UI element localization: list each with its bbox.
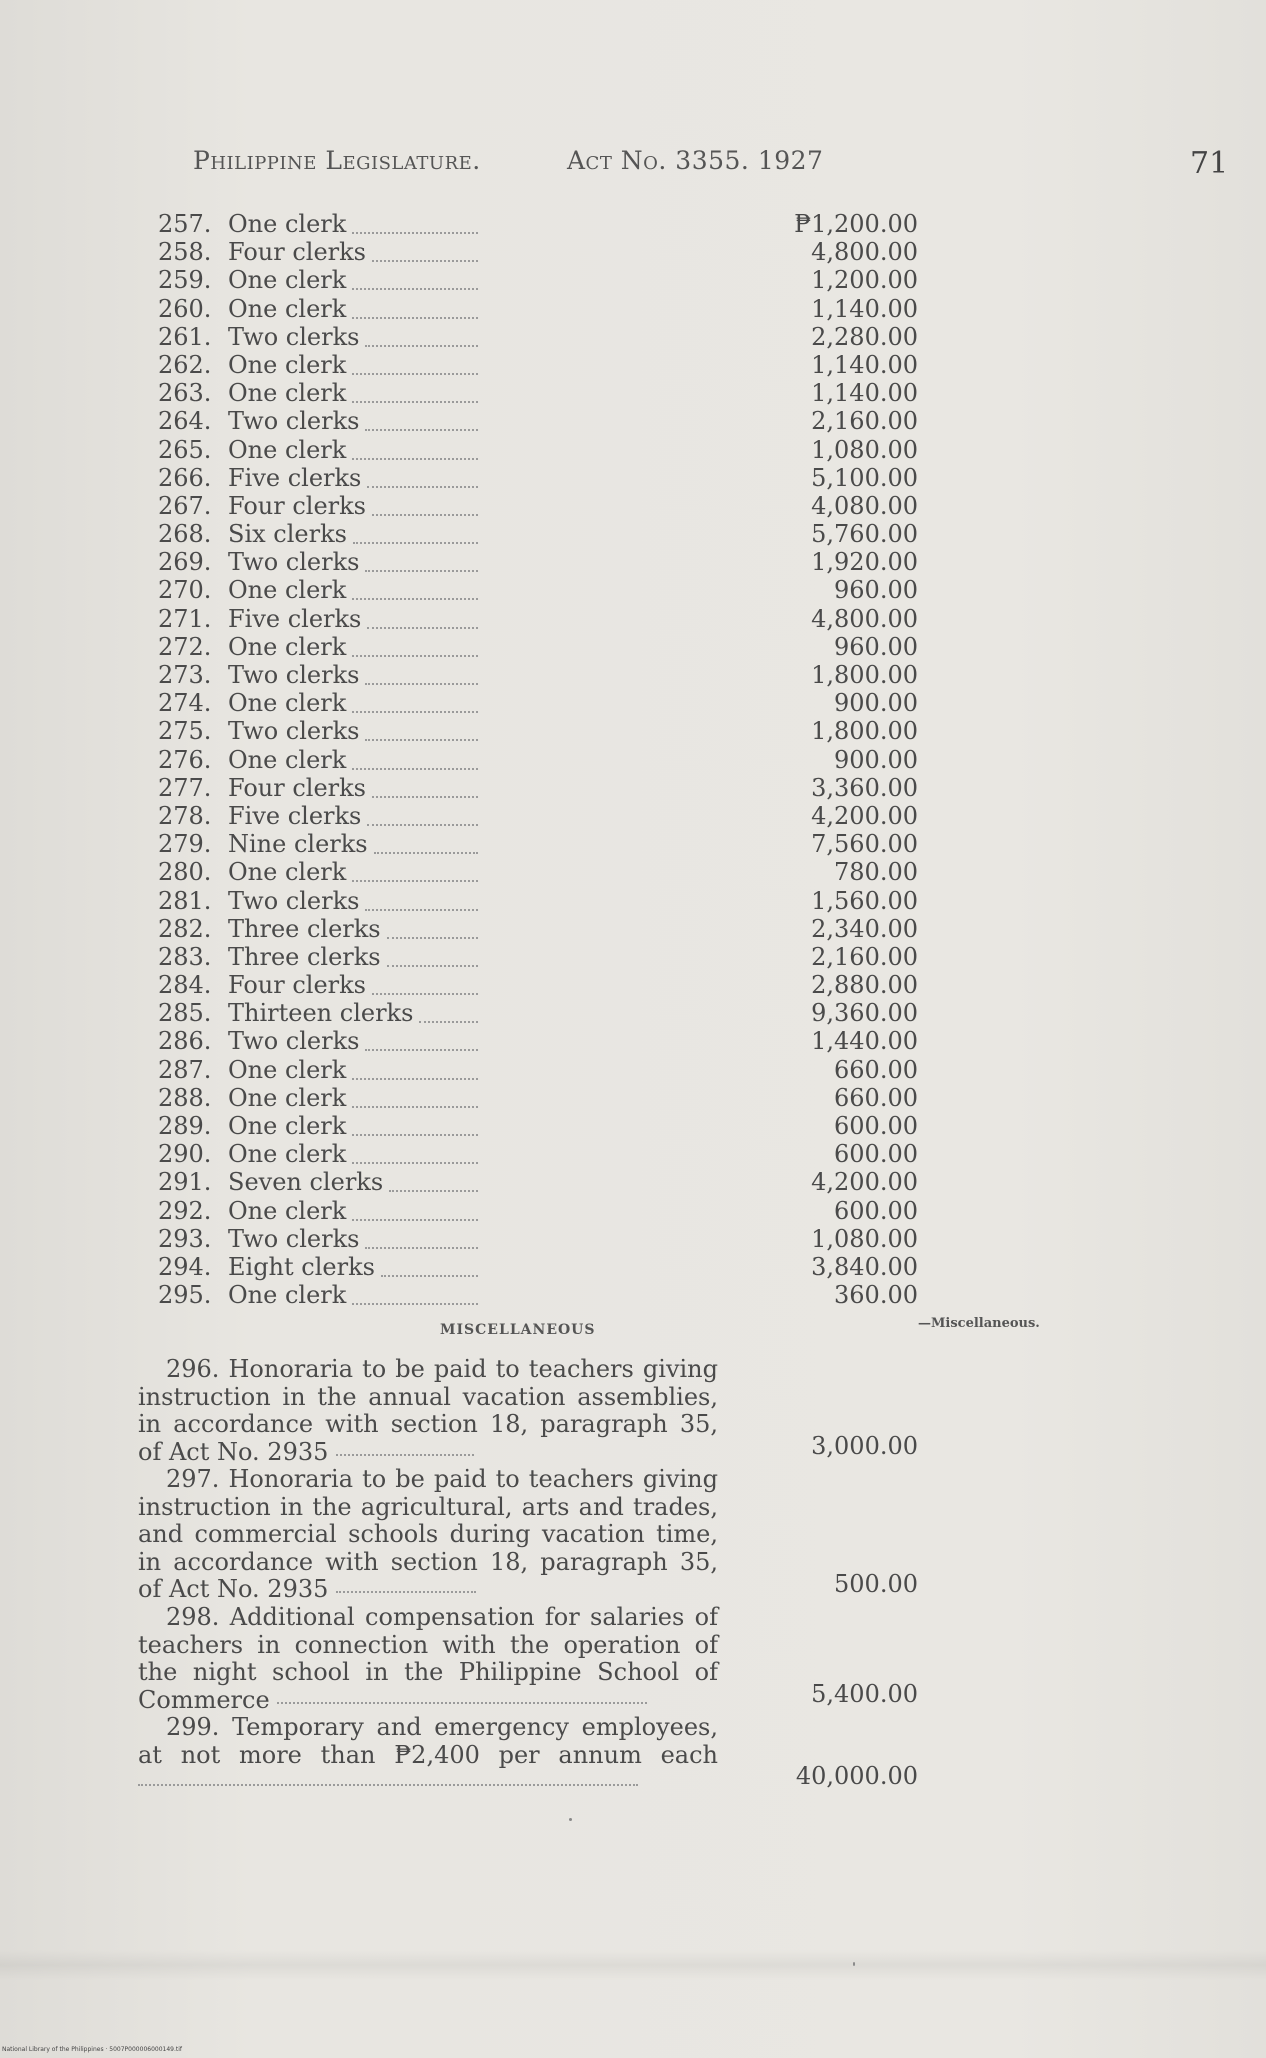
- scan-footer: National Library of the Philippines · 5007P000006000149.tif: [2, 2046, 183, 2053]
- table-row: [158, 943, 918, 971]
- row-number: 294.: [158, 1252, 212, 1281]
- row-number: 285.: [158, 999, 212, 1028]
- row-description: Five clerks: [228, 801, 362, 830]
- leader-dots: [352, 286, 478, 290]
- row-amount: 2,880.00: [811, 971, 918, 1000]
- row-description: One clerk: [228, 1140, 347, 1169]
- table-row: [158, 548, 918, 576]
- row-amount: 4,800.00: [811, 238, 918, 267]
- table-row: [158, 689, 918, 717]
- table-row: [158, 576, 918, 604]
- row-description: Two clerks: [228, 322, 360, 351]
- row-number: 284.: [158, 971, 212, 1000]
- row-amount: 600.00: [834, 1196, 918, 1225]
- table-row: [158, 887, 918, 915]
- row-description: One clerk: [228, 745, 347, 774]
- row-number: 260.: [158, 294, 212, 323]
- row-number: 282.: [158, 914, 212, 943]
- row-number: 268.: [158, 520, 212, 549]
- misc-item-amount: 500.00: [834, 1570, 918, 1598]
- misc-item-text: 296. Honoraria to be paid to teachers giving instruction in the annual vacation assemblies, in accordance with section 18, paragraph 35, of Act No. 2935: [138, 1355, 718, 1466]
- table-row: [158, 717, 918, 745]
- row-number: 289.: [158, 1112, 212, 1140]
- row-number: 264.: [158, 407, 212, 436]
- row-description: Eight clerks: [228, 1252, 375, 1281]
- row-description: Five clerks: [228, 463, 362, 492]
- row-description: One clerk: [228, 210, 347, 238]
- table-row: [158, 266, 918, 294]
- row-amount: 4,800.00: [811, 604, 918, 633]
- table-row: [158, 210, 918, 238]
- table-row: [158, 351, 918, 379]
- header-legislature: Philippine Legislature.: [193, 146, 481, 175]
- row-amount: 1,080.00: [811, 1224, 918, 1253]
- table-row: [158, 1168, 918, 1196]
- leader-dots: [352, 766, 478, 770]
- row-description: Two clerks: [228, 548, 360, 577]
- row-description: Six clerks: [228, 520, 347, 549]
- row-description: One clerk: [228, 294, 347, 323]
- table-row: [158, 464, 918, 492]
- table-row: [158, 802, 918, 830]
- leader-dots: [387, 935, 478, 939]
- row-amount: 2,280.00: [811, 322, 918, 351]
- leader-dots: [352, 878, 478, 882]
- row-amount: 600.00: [834, 1140, 918, 1169]
- leader-dots: [352, 399, 478, 403]
- misc-item-text: 297. Honoraria to be paid to teachers giving instruction in the agricultural, arts and trades, and commercial schools during vacation time, in accordance with section 18, paragraph 35, of Act No. 2935: [138, 1465, 718, 1603]
- table-row: [158, 295, 918, 323]
- row-number: 267.: [158, 491, 212, 520]
- row-amount: 2,340.00: [811, 914, 918, 943]
- leader-dots: [389, 1188, 478, 1192]
- row-amount: 3,840.00: [811, 1252, 918, 1281]
- row-description: Four clerks: [228, 491, 366, 520]
- page-fold-shadow: [0, 1950, 1266, 1980]
- leader-dots: [352, 709, 478, 713]
- row-description: One clerk: [228, 1196, 347, 1225]
- leader-dots: [352, 1132, 478, 1136]
- row-amount: 780.00: [834, 858, 918, 887]
- table-row: [158, 999, 918, 1027]
- row-amount: 4,200.00: [811, 801, 918, 830]
- row-amount: 1,560.00: [811, 886, 918, 915]
- row-description: One clerk: [228, 689, 347, 718]
- row-amount: 3,360.00: [811, 773, 918, 802]
- row-amount: 9,360.00: [811, 999, 918, 1028]
- row-description: One clerk: [228, 1055, 347, 1084]
- table-row: [158, 238, 918, 266]
- leader-dots: [365, 681, 478, 685]
- row-description: Two clerks: [228, 661, 360, 689]
- row-description: Two clerks: [228, 717, 360, 746]
- row-amount: 4,200.00: [811, 1168, 918, 1197]
- leader-dots: [336, 1452, 474, 1456]
- row-number: 257.: [158, 210, 212, 238]
- row-description: Two clerks: [228, 886, 360, 915]
- row-description: Four clerks: [228, 773, 366, 802]
- row-description: One clerk: [228, 350, 347, 379]
- row-number: 258.: [158, 238, 212, 267]
- row-number: 291.: [158, 1168, 212, 1197]
- table-row: [158, 492, 918, 520]
- leader-dots: [352, 1301, 478, 1305]
- table-row: [158, 1027, 918, 1055]
- row-number: 293.: [158, 1224, 212, 1253]
- leader-dots: [277, 1700, 647, 1704]
- table-row: [158, 1140, 918, 1168]
- row-number: 290.: [158, 1140, 212, 1169]
- leader-dots: [372, 991, 478, 995]
- misc-item-amount: 40,000.00: [795, 1762, 918, 1790]
- row-number: 265.: [158, 435, 212, 464]
- row-description: One clerk: [228, 1083, 347, 1112]
- row-number: 283.: [158, 942, 212, 971]
- row-description: Nine clerks: [228, 830, 368, 859]
- misc-item: [138, 1356, 718, 1466]
- table-row: [158, 858, 918, 886]
- row-description: One clerk: [228, 576, 347, 605]
- row-description: Two clerks: [228, 407, 360, 436]
- row-description: Seven clerks: [228, 1168, 384, 1197]
- row-amount: 960.00: [834, 632, 918, 661]
- leader-dots: [374, 850, 478, 854]
- row-amount: 4,080.00: [811, 491, 918, 520]
- table-row: [158, 1225, 918, 1253]
- leader-dots: [353, 540, 478, 544]
- row-number: 275.: [158, 717, 212, 746]
- row-amount: 1,140.00: [811, 294, 918, 323]
- row-number: 286.: [158, 1027, 212, 1056]
- table-row: [158, 323, 918, 351]
- row-number: 280.: [158, 858, 212, 887]
- table-row: [158, 1197, 918, 1225]
- row-number: 273.: [158, 661, 212, 689]
- row-number: 281.: [158, 886, 212, 915]
- paper-speck: [569, 1818, 572, 1821]
- table-row: [158, 520, 918, 548]
- row-number: 269.: [158, 548, 212, 577]
- leader-dots: [372, 258, 478, 262]
- row-amount: 2,160.00: [811, 407, 918, 436]
- row-number: 263.: [158, 379, 212, 408]
- leader-dots: [336, 1589, 476, 1593]
- table-row: [158, 1281, 918, 1309]
- table-row: [158, 746, 918, 774]
- row-amount: 5,760.00: [811, 520, 918, 549]
- row-amount: 1,920.00: [811, 548, 918, 577]
- row-description: Two clerks: [228, 1224, 360, 1253]
- page-number: 71: [1190, 146, 1229, 181]
- table-row: [158, 379, 918, 407]
- table-row: [158, 971, 918, 999]
- leader-dots: [372, 794, 478, 798]
- row-amount: ₱1,200.00: [794, 210, 918, 238]
- leader-dots: [365, 737, 478, 741]
- table-row: [158, 661, 918, 689]
- table-row: [158, 1056, 918, 1084]
- leader-dots: [367, 822, 478, 826]
- row-number: 295.: [158, 1281, 212, 1310]
- misc-item-amount: 3,000.00: [811, 1432, 918, 1460]
- row-amount: 1,080.00: [811, 435, 918, 464]
- row-amount: 1,800.00: [811, 717, 918, 746]
- row-amount: 960.00: [834, 576, 918, 605]
- table-row: [158, 1084, 918, 1112]
- header-act: Act No. 3355. 1927: [567, 146, 824, 175]
- row-description: One clerk: [228, 1112, 347, 1140]
- leader-dots: [365, 1245, 478, 1249]
- row-amount: 660.00: [834, 1083, 918, 1112]
- row-number: 271.: [158, 604, 212, 633]
- row-description: One clerk: [228, 1281, 347, 1310]
- row-amount: 1,140.00: [811, 350, 918, 379]
- leader-dots: [365, 568, 478, 572]
- table-row: [158, 1112, 918, 1140]
- leader-dots: [352, 653, 478, 657]
- row-description: One clerk: [228, 266, 347, 295]
- row-amount: 5,100.00: [811, 463, 918, 492]
- leader-dots: [352, 596, 478, 600]
- leader-dots: [419, 1019, 478, 1023]
- leader-dots: [352, 1104, 478, 1108]
- row-number: 266.: [158, 463, 212, 492]
- margin-note: —Miscellaneous.: [918, 1316, 1040, 1331]
- table-row: [158, 633, 918, 661]
- running-header: [193, 146, 1093, 186]
- row-amount: 600.00: [834, 1112, 918, 1140]
- row-amount: 900.00: [834, 745, 918, 774]
- row-amount: 660.00: [834, 1055, 918, 1084]
- misc-item-text: 299. Temporary and emergency employees, at not more than ₱2,400 per annum each: [138, 1713, 718, 1769]
- leader-dots: [352, 371, 478, 375]
- misc-item-amount: 5,400.00: [811, 1680, 918, 1708]
- misc-item: [138, 1466, 718, 1604]
- leader-dots: [381, 1273, 478, 1277]
- leader-dots: [352, 1160, 478, 1164]
- misc-item-text: 298. Additional compensation for salaries of teachers in connection with the operation of the night school in the Philippine School of Commerce: [138, 1603, 718, 1714]
- row-amount: 1,440.00: [811, 1027, 918, 1056]
- row-description: One clerk: [228, 858, 347, 887]
- row-number: 270.: [158, 576, 212, 605]
- section-heading: MISCELLANEOUS: [440, 1322, 596, 1338]
- leader-dots: [365, 343, 478, 347]
- row-amount: 360.00: [834, 1281, 918, 1310]
- table-row: [158, 605, 918, 633]
- row-number: 262.: [158, 350, 212, 379]
- row-description: One clerk: [228, 379, 347, 408]
- row-description: Three clerks: [228, 942, 381, 971]
- row-description: One clerk: [228, 632, 347, 661]
- row-amount: 900.00: [834, 689, 918, 718]
- leader-dots: [352, 1076, 478, 1080]
- row-description: Four clerks: [228, 971, 366, 1000]
- row-description: Three clerks: [228, 914, 381, 943]
- row-number: 278.: [158, 801, 212, 830]
- row-description: One clerk: [228, 435, 347, 464]
- row-number: 279.: [158, 830, 212, 859]
- leader-dots: [352, 456, 478, 460]
- row-number: 277.: [158, 773, 212, 802]
- row-number: 287.: [158, 1055, 212, 1084]
- row-description: Thirteen clerks: [228, 999, 414, 1028]
- leader-dots: [365, 427, 478, 431]
- leader-dots: [138, 1782, 638, 1786]
- row-description: Two clerks: [228, 1027, 360, 1056]
- row-number: 272.: [158, 632, 212, 661]
- row-description: Four clerks: [228, 238, 366, 267]
- row-amount: 1,200.00: [811, 266, 918, 295]
- table-row: [158, 1253, 918, 1281]
- leader-dots: [352, 230, 478, 234]
- leader-dots: [367, 625, 478, 629]
- row-number: 261.: [158, 322, 212, 351]
- leader-dots: [387, 963, 478, 967]
- row-amount: 7,560.00: [811, 830, 918, 859]
- table-row: [158, 407, 918, 435]
- misc-item: [138, 1714, 718, 1797]
- leader-dots: [367, 484, 478, 488]
- table-row: [158, 774, 918, 802]
- row-amount: 1,800.00: [811, 661, 918, 689]
- row-amount: 2,160.00: [811, 942, 918, 971]
- table-row: [158, 915, 918, 943]
- leader-dots: [365, 1047, 478, 1051]
- row-number: 274.: [158, 689, 212, 718]
- leader-dots: [352, 315, 478, 319]
- row-number: 259.: [158, 266, 212, 295]
- row-amount: 1,140.00: [811, 379, 918, 408]
- leader-dots: [372, 512, 478, 516]
- leader-dots: [352, 1217, 478, 1221]
- misc-item: [138, 1604, 718, 1714]
- row-description: Five clerks: [228, 604, 362, 633]
- leader-dots: [365, 907, 478, 911]
- row-number: 292.: [158, 1196, 212, 1225]
- table-row: [158, 830, 918, 858]
- row-number: 276.: [158, 745, 212, 774]
- row-number: 288.: [158, 1083, 212, 1112]
- table-row: [158, 436, 918, 464]
- paper-speck: [853, 1962, 855, 1966]
- appropriation-list: [158, 210, 918, 1309]
